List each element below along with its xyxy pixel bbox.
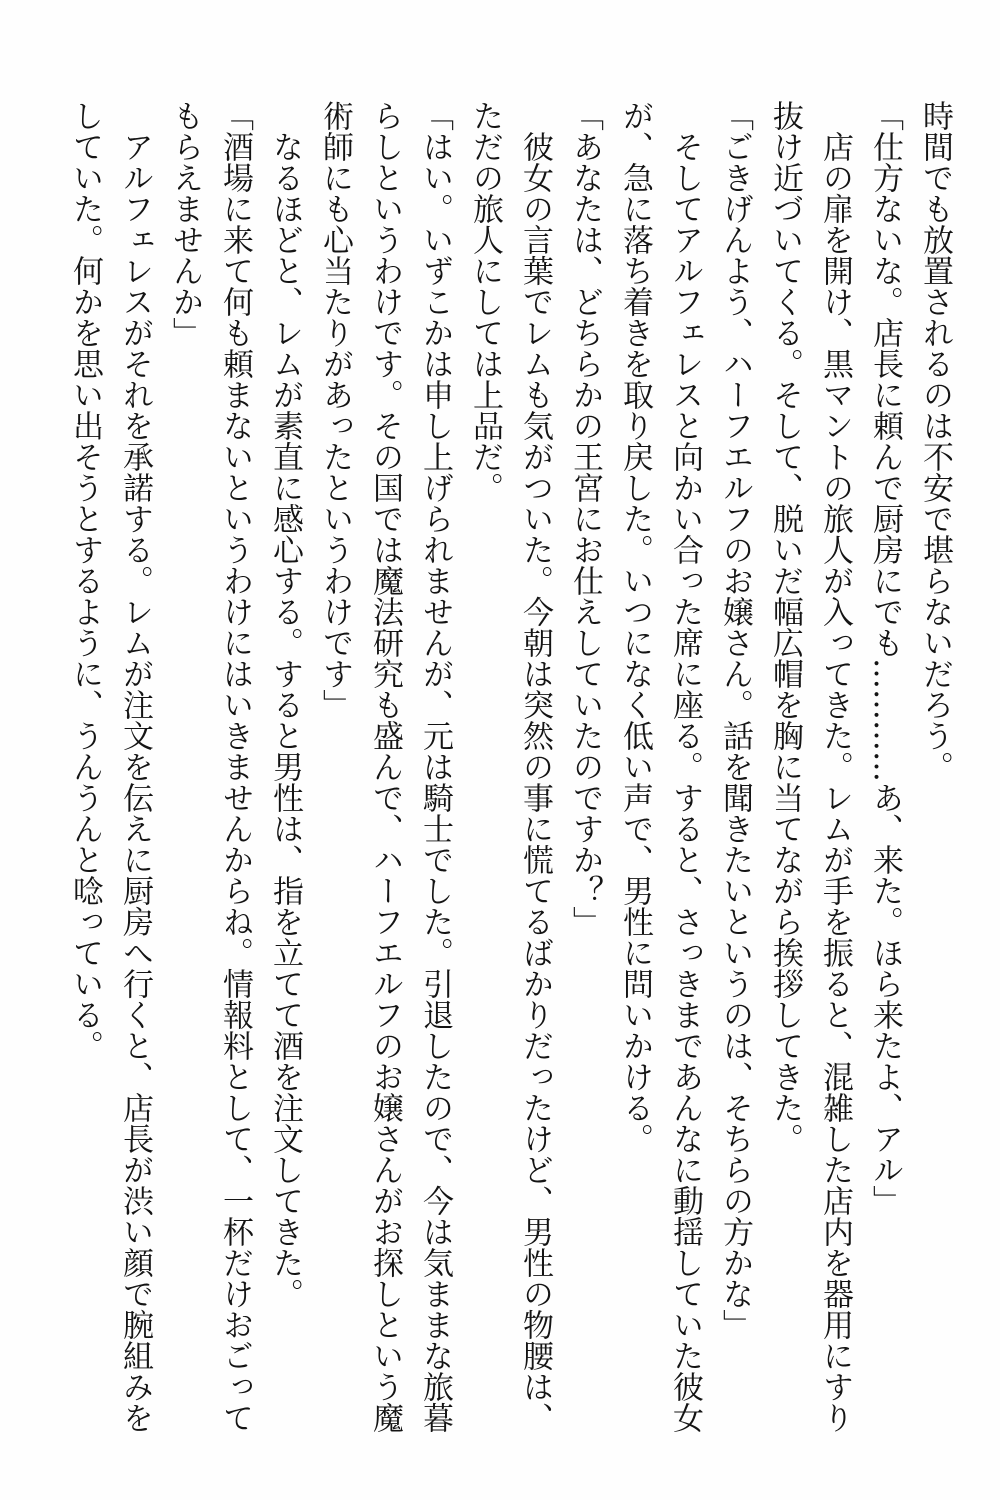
paragraph-dialogue: 「ごきげんよう、ハーフエルフのお嬢さん。話を聞きたいというのは、そちらの方かな」 xyxy=(717,100,753,1340)
paragraph-narration: そしてアルフェレスと向かい合った席に座る。すると、さっきまであんなに動揺していた彼女が、急に落ち着きを取り戻した。いつになく低い声で、男性に問いかける。 xyxy=(617,100,703,1433)
paragraph-dialogue: 「仕方ないな。店長に頼んで厨房にでも…………あ、来た。ほら来たよ、アル」 xyxy=(867,100,903,1216)
paragraph-dialogue: 「あなたは、どちらかの王宮にお仕えしていたのですか？」 xyxy=(567,100,603,937)
paragraph-narration: 店の扉を開け、黒マントの旅人が入ってきた。レムが手を振ると、混雑した店内を器用にすり抜け近づいてくる。そして、脱いだ幅広帽を胸に当てながら挨拶してきた。 xyxy=(767,100,853,1433)
paragraph-narration-continuation: 時間でも放置されるのは不安で堪らないだろう。 xyxy=(917,100,953,782)
paragraph-narration: 彼女の言葉でレムも気がついた。今朝は突然の事に慌てるばかりだったけど、男性の物腰は、ただの旅人にしては上品だ。 xyxy=(467,100,553,1433)
paragraph-dialogue: 「はい。いずこかは申し上げられませんが、元は騎士でした。引退したので、今は気ままな旅暮らしというわけです。その国では魔法研究も盛んで、ハーフエルフのお嬢さんがお探しという魔術師にも心当たりがあったというわけです」 xyxy=(317,100,453,1433)
paragraph-narration: なるほどと、レムが素直に感心する。すると男性は、指を立てて酒を注文してきた。 xyxy=(267,131,303,1309)
paragraph-narration: アルフェレスがそれを承諾する。レムが注文を伝えに厨房へ行くと、店長が渋い顔で腕組みをしていた。何かを思い出そうとするように、うんうんと唸っている。 xyxy=(67,100,153,1433)
vertical-text-block xyxy=(60,100,960,1445)
paragraph-dialogue: 「酒場に来て何も頼まないというわけにはいきませんからね。情報料として、一杯だけおごってもらえませんか」 xyxy=(167,100,253,1433)
